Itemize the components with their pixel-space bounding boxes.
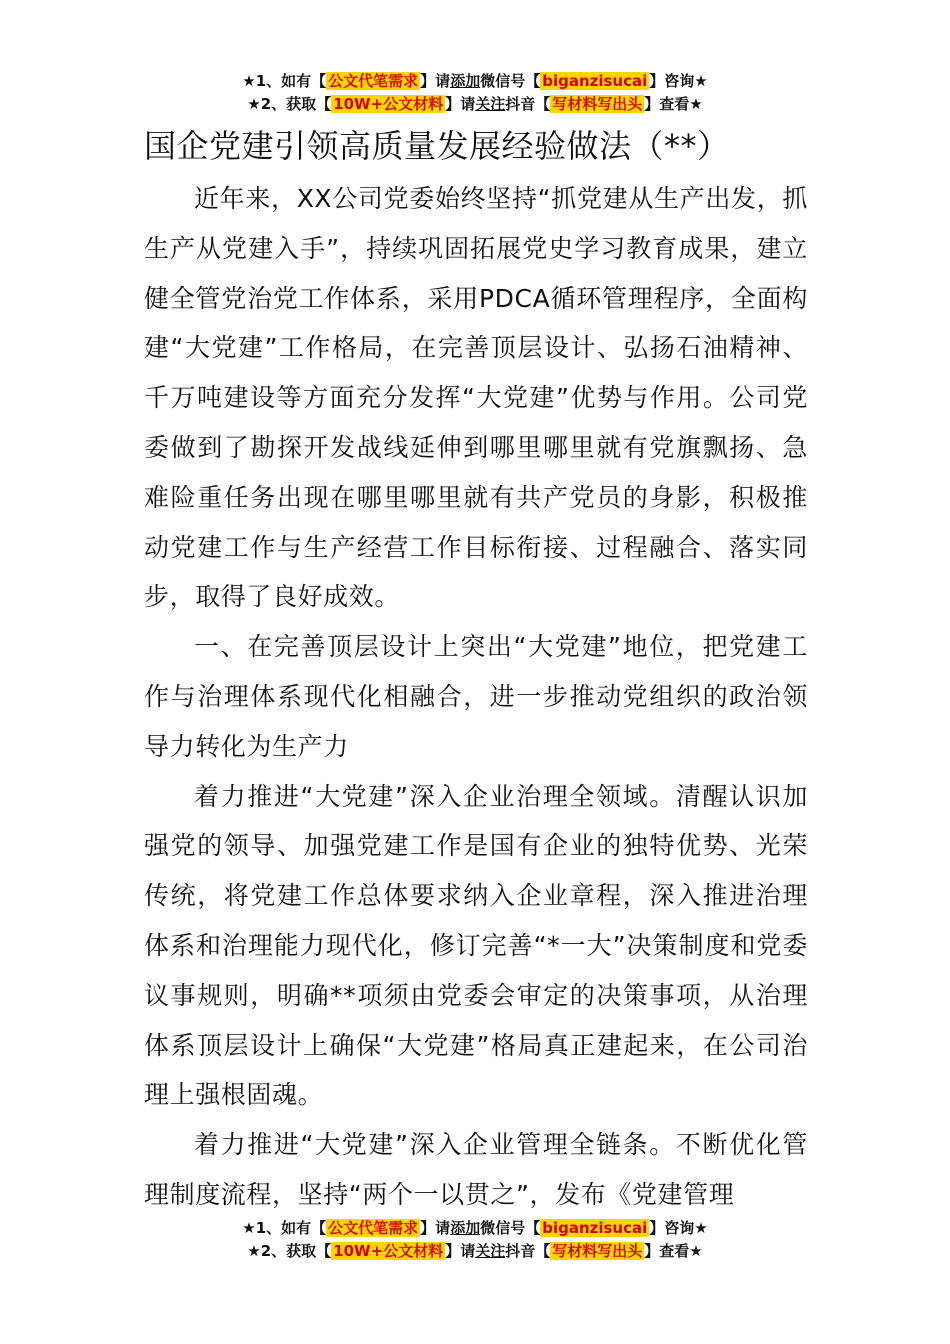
highlight-douyin-account: 写材料写出头 — [552, 95, 643, 113]
top-banner — [0, 70, 950, 116]
banner-line-2: ★2、获取【 10W+公文材料 】请关注抖音【 写材料写出头 】查看★ — [247, 1242, 703, 1260]
highlight-materials: 10W+公文材料 — [333, 1242, 444, 1260]
highlight-writing-service: 公文代笔需求 — [328, 72, 419, 90]
paragraph-section-heading-1: 一、在完善顶层设计上突出“大党建”地位，把党建工作与治理体系现代化相融合，进一步推动党组织的政治领导力转化为生产力 — [144, 632, 808, 761]
paragraph-governance: 着力推进“大党建”深入企业治理全领域。清醒认识加强党的领导、加强党建工作是国有企业的独特优势、光荣传统，将党建工作总体要求纳入企业章程，深入推进治理体系和治理能力现代化，修订完善“*一大”决策制度和党委议事规则，明确**项须由党委会审定的决策事项，从治理体系顶层设计上确保“大党建”格局真正建起来，在公司治理上强根固魂。 — [144, 781, 808, 1110]
highlight-writing-service: 公文代笔需求 — [328, 1219, 419, 1237]
highlight-douyin-account: 写材料写出头 — [552, 1242, 643, 1260]
bottom-banner — [0, 1217, 950, 1263]
document-body — [144, 118, 808, 1220]
banner-line-1: ★1、如有【 公文代笔需求 】请添加微信号【 biganzisucai 】咨询★ — [242, 1219, 708, 1237]
document-title: 国企党建引领高质量发展经验做法（**） — [144, 127, 730, 165]
banner-line-2: ★2、获取【 10W+公文材料 】请关注抖音【 写材料写出头 】查看★ — [247, 95, 703, 113]
paragraph-management: 着力推进“大党建”深入企业管理全链条。不断优化管理制度流程，坚持“两个一以贯之”，发布《党建管理 — [144, 1130, 808, 1209]
highlight-wechat-id: biganzisucai — [542, 72, 648, 90]
highlight-wechat-id: biganzisucai — [542, 1219, 648, 1237]
highlight-materials: 10W+公文材料 — [333, 95, 444, 113]
banner-line-1: ★1、如有【 公文代笔需求 】请添加微信号【 biganzisucai 】咨询★ — [242, 72, 708, 90]
paragraph-intro: 近年来，XX公司党委始终坚持“抓党建从生产出发，抓生产从党建入手”，持续巩固拓展党史学习教育成果，建立健全管党治党工作体系，采用PDCA循环管理程序，全面构建“大党建”工作格局，在完善顶层设计、弘扬石油精神、千万吨建设等方面充分发挥“大党建”优势与作用。公司党委做到了勘探开发战线延伸到哪里哪里就有党旗飘扬、急难险重任务出现在哪里哪里就有共产党员的身影，积极推动党建工作与生产经营工作目标衔接、过程融合、落实同步，取得了良好成效。 — [144, 184, 808, 612]
